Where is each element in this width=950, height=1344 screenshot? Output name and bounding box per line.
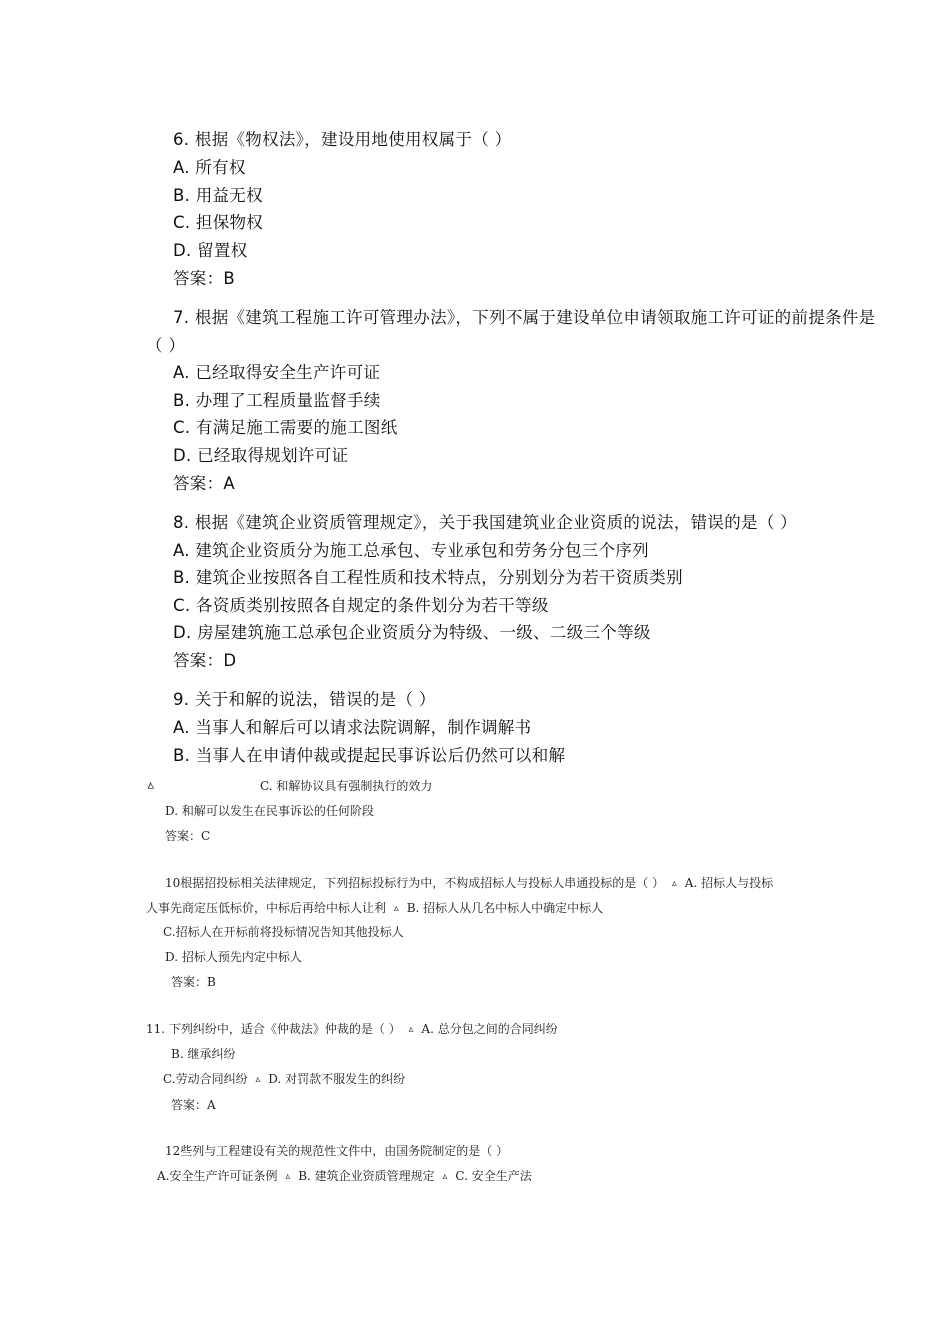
q11-option-d: D. 对罚款不服发生的纠纷 (268, 1072, 406, 1086)
q11-marker-2: ㅿ (253, 1076, 263, 1086)
q10-answer: 答案：B (171, 975, 216, 989)
q10-line-2 (146, 899, 603, 916)
q6-option-b: B. 用益无权 (173, 186, 263, 205)
q9-option-d: D. 和解可以发生在民事诉讼的任何阶段 (165, 804, 374, 818)
q11-answer: 答案：A (171, 1098, 216, 1112)
q10-option-c: C.招标人在开标前将投标情况告知其他投标人 (163, 925, 404, 939)
q6-option-d: D. 留置权 (173, 241, 248, 260)
q9-answer: 答案：C (165, 829, 211, 843)
q12-option-a: A.安全生产许可证条例 (157, 1169, 278, 1183)
q7-option-a: A. 已经取得安全生产许可证 (173, 363, 381, 382)
q12-marker-2: ㅿ (440, 1173, 450, 1183)
q12-options-line (157, 1167, 532, 1184)
q11-option-c: C.劳动合同纠纷 (163, 1072, 248, 1086)
q8-option-a: A. 建筑企业资质分为施工总承包、专业承包和劳务分包三个序列 (173, 541, 649, 560)
q11-option-b: B. 继承纠纷 (171, 1047, 236, 1061)
q11-stem: 11. 下列纠纷中，适合《仲裁法》仲裁的是（ ） (146, 1022, 401, 1036)
q12-option-b: B. 建筑企业资质管理规定 (298, 1169, 435, 1183)
q6-stem: 6. 根据《物权法》，建设用地使用权属于（ ） (173, 130, 512, 149)
q7-option-d: D. 已经取得规划许可证 (173, 446, 349, 465)
q11-option-a: A. 总分包之间的合同纠纷 (421, 1022, 558, 1036)
q9-bullet-marker: ㅿ (145, 779, 157, 793)
q11-line-cd (163, 1070, 405, 1087)
q12-option-c: C. 安全生产法 (455, 1169, 532, 1183)
q7-stem-paren: （ ） (146, 336, 186, 355)
q8-stem: 8. 根据《建筑企业资质管理规定》，关于我国建筑业企业资质的说法，错误的是（ ） (173, 513, 797, 532)
q9-stem: 9. 关于和解的说法，错误的是（ ） (173, 690, 436, 709)
q12-marker-1: ㅿ (283, 1173, 293, 1183)
q10-marker-1: ㅿ (670, 880, 679, 890)
q9-option-a: A. 当事人和解后可以请求法院调解，制作调解书 (173, 718, 532, 737)
q11-marker-1: ㅿ (406, 1026, 416, 1036)
q10-option-d: D. 招标人预先内定中标人 (165, 950, 302, 964)
q8-option-b: B. 建筑企业按照各自工程性质和技术特点，分别划分为若干资质类别 (173, 568, 683, 587)
q10-marker-2: ㅿ (392, 905, 401, 915)
q6-option-a: A. 所有权 (173, 158, 246, 177)
q7-option-c: C. 有满足施工需要的施工图纸 (173, 418, 398, 437)
q7-stem: 7. 根据《建筑工程施工许可管理办法》，下列不属于建设单位申请领取施工许可证的前提条件是 (173, 308, 876, 327)
q10-option-a-part1: A. 招标人与投标 (684, 876, 774, 890)
q6-answer: 答案：B (173, 269, 236, 288)
q8-answer: 答案：D (173, 651, 237, 670)
q8-option-c: C. 各资质类别按照各自规定的条件划分为若干等级 (173, 596, 549, 615)
q10-stem: 10根据招投标相关法律规定，下列招标投标行为中，不构成招标人与投标人串通投标的是（ ） (165, 876, 665, 890)
q10-option-b: B. 招标人从几名中标人中确定中标人 (406, 901, 604, 915)
q7-option-b: B. 办理了工程质量监督手续 (173, 391, 381, 410)
q10-option-a-part2: 人事先商定压低标价，中标后再给中标人让利 (146, 901, 387, 915)
q12-stem: 12些列与工程建设有关的规范性文件中，由国务院制定的是（ ） (165, 1144, 509, 1158)
q9-option-b: B. 当事人在申请仲裁或提起民事诉讼后仍然可以和解 (173, 746, 566, 765)
q8-option-d: D. 房屋建筑施工总承包企业资质分为特级、一级、二级三个等级 (173, 623, 651, 642)
q11-stem-line (146, 1020, 558, 1037)
q10-stem-line (165, 874, 773, 891)
q9-option-c: C. 和解协议具有强制执行的效力 (260, 779, 433, 793)
q6-option-c: C. 担保物权 (173, 213, 264, 232)
q7-answer: 答案：A (173, 474, 235, 493)
